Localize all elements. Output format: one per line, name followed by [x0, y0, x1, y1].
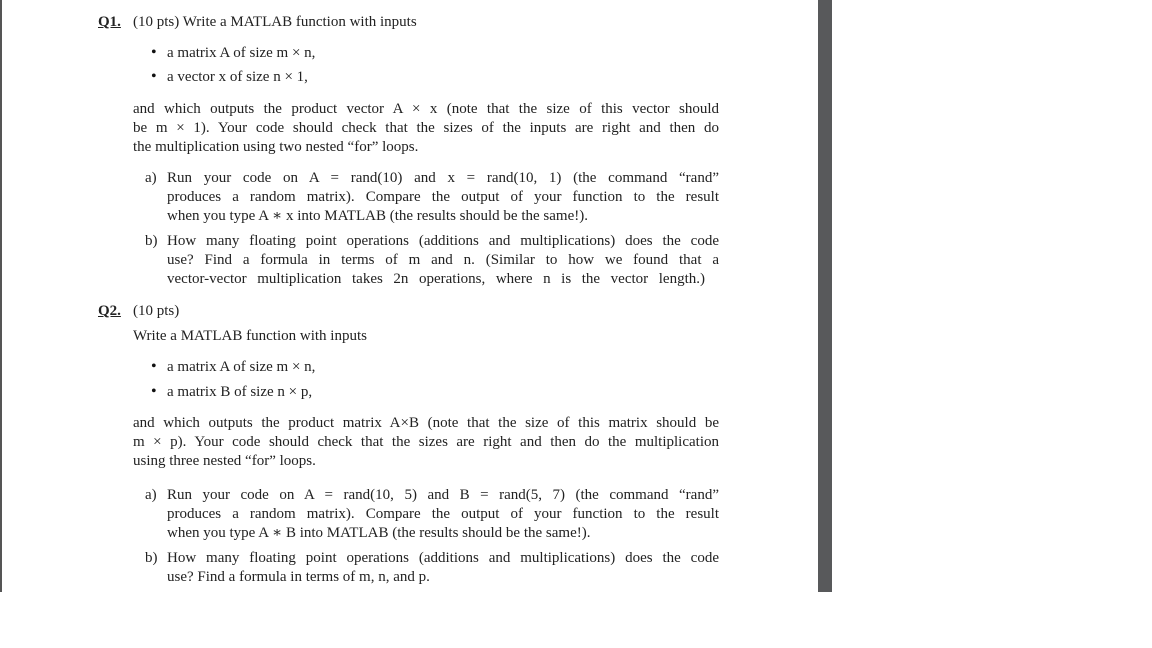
- q1-a-line-2: produces a random matrix). Compare the output of your function to the result: [167, 189, 719, 205]
- q1-a-line-1: Run your code on A = rand(10) and x = rand(10, 1) (the command “rand”: [167, 170, 719, 186]
- q2-a-line-2: produces a random matrix). Compare the output of your function to the result: [167, 506, 719, 522]
- q1-b-label: b): [145, 233, 158, 249]
- q1-a-line-3: when you type A ∗ x into MATLAB (the results should be the same!).: [167, 208, 588, 224]
- q2-para-line-3: using three nested “for” loops.: [133, 453, 316, 469]
- q1-para-line-2: be m × 1). Your code should check that the sizes of the inputs are right and then do: [133, 120, 719, 136]
- q2-a-line-1: Run your code on A = rand(10, 5) and B = rand(5, 7) (the command “rand”: [167, 487, 719, 503]
- q2-intro: Write a MATLAB function with inputs: [133, 328, 367, 344]
- q2-b-label: b): [145, 550, 158, 566]
- vertical-scrollbar[interactable]: [818, 0, 832, 592]
- q2-a-line-3: when you type A ∗ B into MATLAB (the results should be the same!).: [167, 525, 591, 541]
- q1-para-line-3: the multiplication using two nested “for” loops.: [133, 139, 419, 155]
- q2-bullet-2: • a matrix B of size n × p,: [167, 383, 312, 402]
- q1-a-label: a): [145, 170, 157, 186]
- q2-pts: (10 pts): [133, 303, 180, 319]
- q1-b-line-3: vector-vector multiplication takes 2n operations, where n is the vector length.): [167, 271, 705, 287]
- q2-para-line-1: and which outputs the product matrix A×B (note that the size of this matrix should be: [133, 415, 719, 431]
- document-page: [2, 0, 818, 592]
- q2-b-line-1: How many floating point operations (additions and multiplications) does the code: [167, 550, 719, 566]
- q1-para-line-1: and which outputs the product vector A × x (note that the size of this vector should: [133, 101, 719, 117]
- q2-label: Q2.: [98, 303, 121, 319]
- q2-bullet-1: • a matrix A of size m × n,: [167, 358, 315, 377]
- q2-b-line-2: use? Find a formula in terms of m, n, and p.: [167, 569, 430, 585]
- q1-label: Q1.: [98, 14, 121, 30]
- q1-bullet-2: • a vector x of size n × 1,: [167, 68, 308, 87]
- q2-para-line-2: m × p). Your code should check that the sizes are right and then do the multiplication: [133, 434, 719, 450]
- q1-bullet-1: • a matrix A of size m × n,: [167, 44, 315, 63]
- q2-a-label: a): [145, 487, 157, 503]
- q1-intro: (10 pts) Write a MATLAB function with inputs: [133, 14, 417, 30]
- q1-b-line-1: How many floating point operations (additions and multiplications) does the code: [167, 233, 719, 249]
- q1-b-line-2: use? Find a formula in terms of m and n. (Similar to how we found that a: [167, 252, 719, 268]
